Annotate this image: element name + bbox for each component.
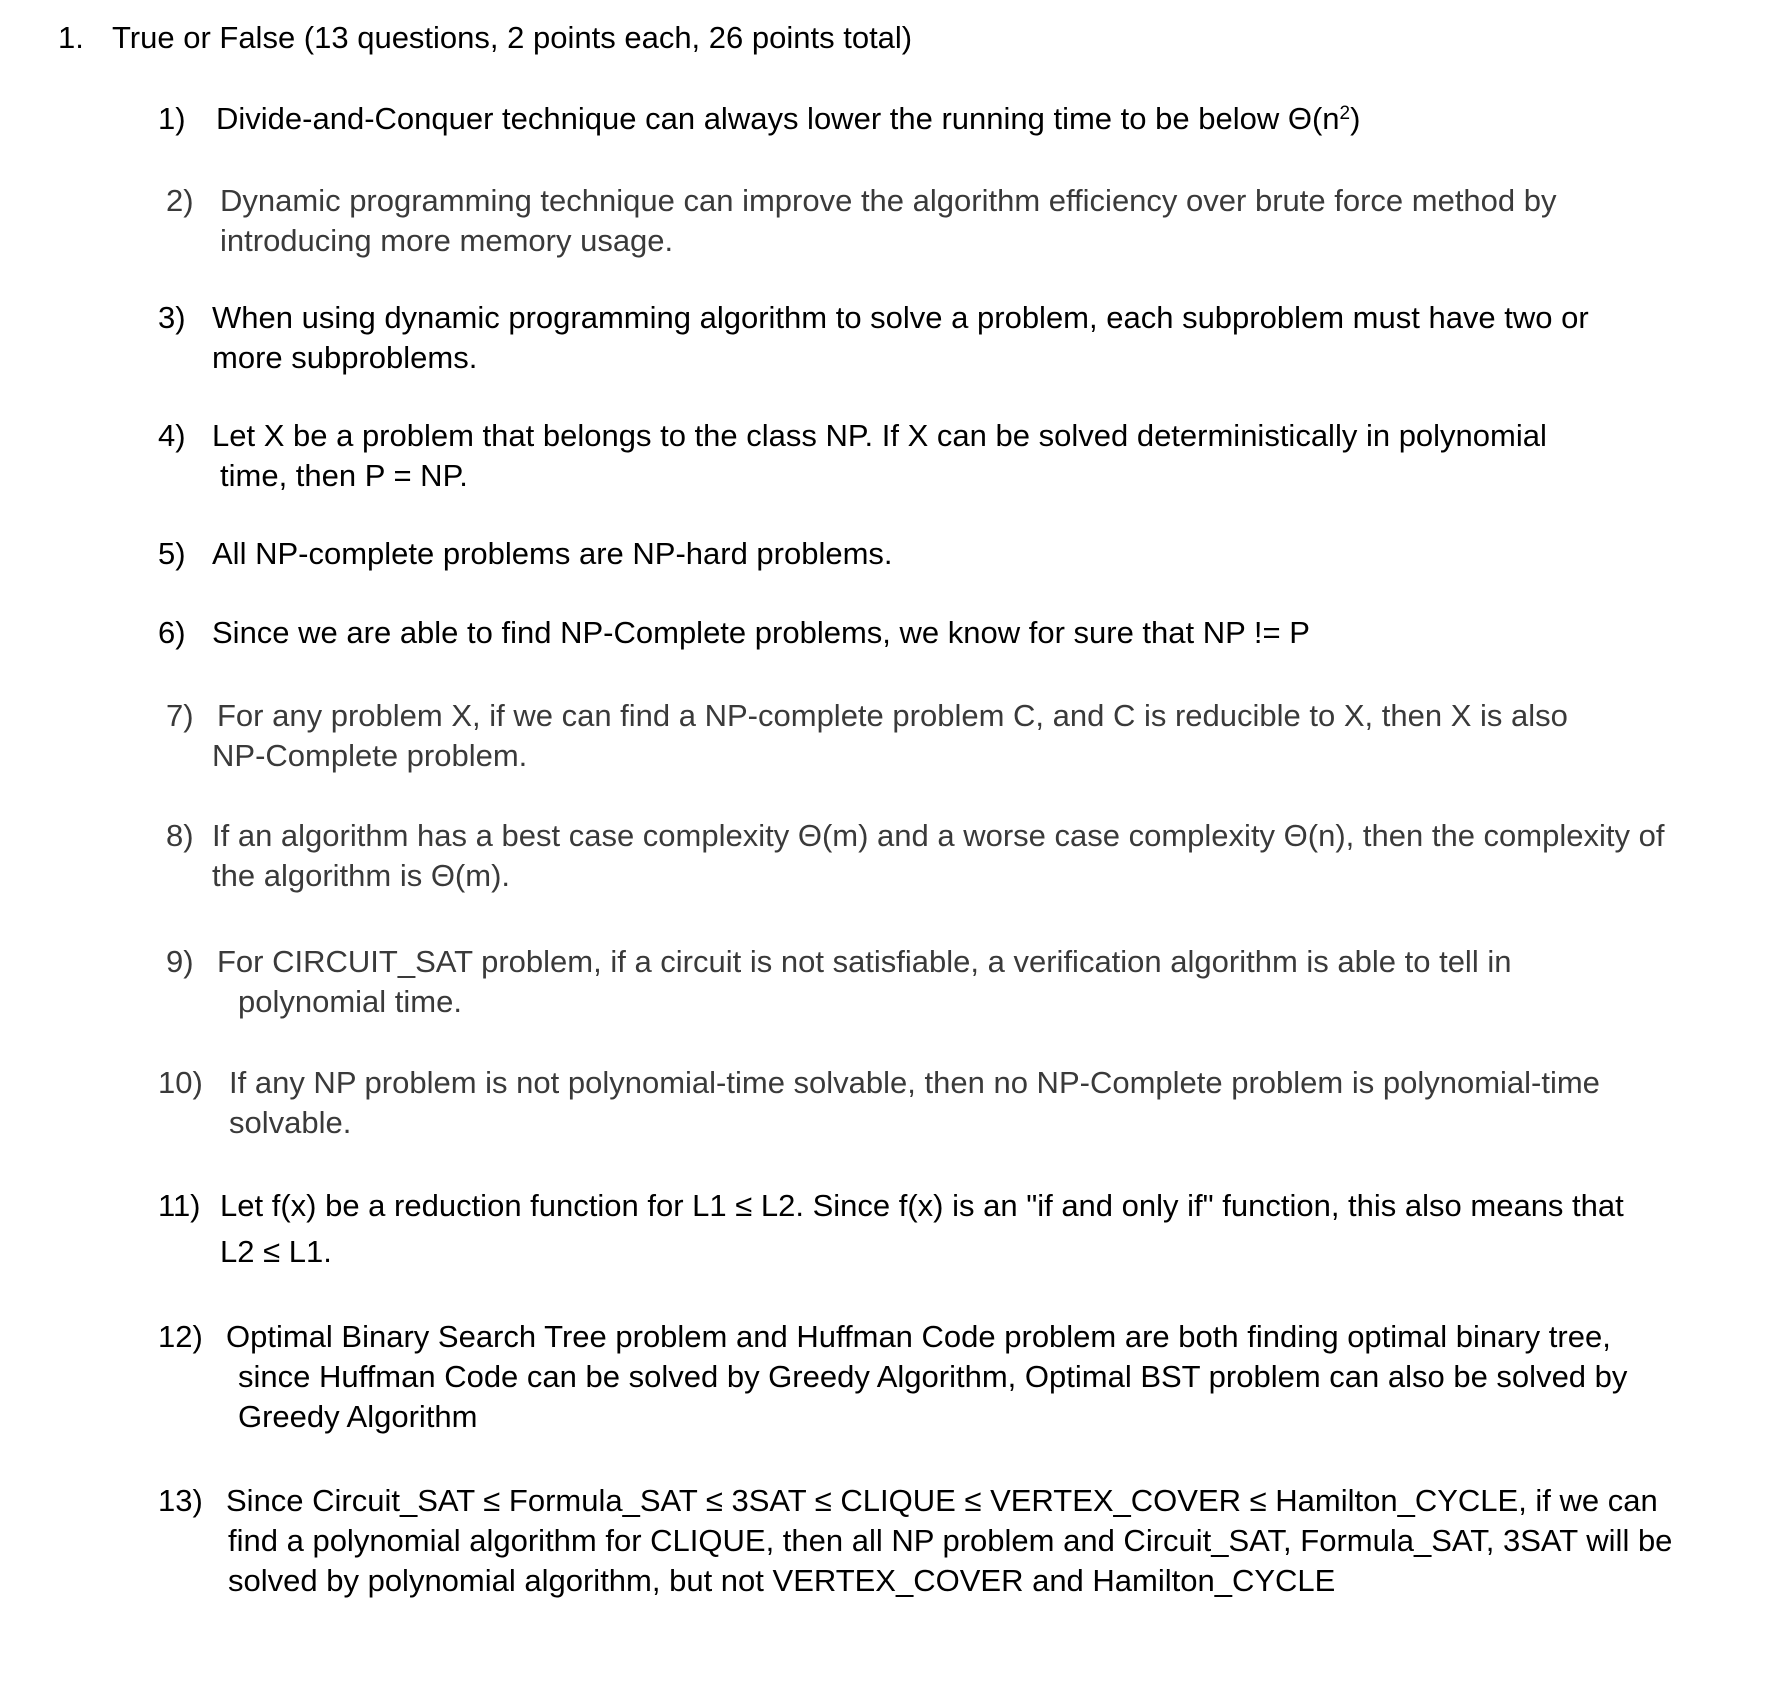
question-text-line: introducing more memory usage.: [220, 223, 674, 258]
question-text-line: L2 ≤ L1.: [220, 1234, 332, 1269]
question-13: [158, 1481, 1672, 1601]
question-10: [158, 1063, 1600, 1143]
question-number: 9): [166, 944, 194, 979]
question-text-line: Dynamic programming technique can improve the algorithm efficiency over brute force method by: [220, 183, 1557, 218]
question-text-line: If any NP problem is not polynomial-time solvable, then no NP-Complete problem is polynomial-time: [229, 1065, 1600, 1100]
question-text-line: When using dynamic programming algorithm to solve a problem, each subproblem must have two or: [212, 300, 1589, 335]
question-text-line: NP-Complete problem.: [212, 738, 528, 773]
question-text-line: the algorithm is Θ(m).: [212, 858, 511, 893]
question-number: 10): [158, 1065, 203, 1100]
question-number: 1): [158, 101, 186, 136]
question-number: 6): [158, 615, 186, 650]
question-text-line: For any problem X, if we can find a NP-complete problem C, and C is reducible to X, then X is also: [217, 698, 1568, 733]
question-text-line: Greedy Algorithm: [238, 1399, 478, 1434]
question-9: [166, 942, 1511, 1022]
exponent: 2: [1339, 103, 1351, 124]
question-text-line: If an algorithm has a best case complexity Θ(m) and a worse case complexity Θ(n), then the complexity of: [212, 818, 1665, 853]
question-2: [166, 181, 1557, 261]
question-text-line: since Huffman Code can be solved by Greedy Algorithm, Optimal BST problem can also be solved by: [238, 1359, 1628, 1394]
section-title: True or False (13 questions, 2 points each, 26 points total): [112, 20, 913, 55]
question-text-line: Let f(x) be a reduction function for L1 ≤ L2. Since f(x) is an "if and only if" function, this also means that: [220, 1188, 1624, 1223]
question-text-line: For CIRCUIT_SAT problem, if a circuit is not satisfiable, a verification algorithm is able to tell in: [217, 944, 1512, 979]
question-6: [158, 613, 1310, 653]
question-7: [166, 696, 1568, 776]
question-1: [158, 99, 1360, 139]
question-5: [158, 534, 893, 574]
section-number: 1.: [58, 20, 84, 55]
question-number: 8): [166, 818, 194, 853]
question-text-line: more subproblems.: [212, 340, 478, 375]
question-number: 3): [158, 300, 186, 335]
question-text-line: All NP-complete problems are NP-hard problems.: [212, 536, 893, 571]
question-text: Divide-and-Conquer technique can always lower the running time to be below $\Theta(n^2)$: [216, 101, 1361, 136]
question-text-line: Optimal Binary Search Tree problem and Huffman Code problem are both finding optimal binary tree,: [226, 1319, 1611, 1354]
question-3: [158, 298, 1589, 378]
question-text-line: solvable.: [229, 1105, 352, 1140]
question-8: [166, 816, 1664, 896]
question-number: 4): [158, 418, 186, 453]
question-4: [158, 416, 1547, 496]
question-number: 7): [166, 698, 194, 733]
question-text-line: solved by polynomial algorithm, but not VERTEX_COVER and Hamilton_CYCLE: [228, 1563, 1336, 1598]
section-heading: [58, 18, 912, 58]
question-text-line: Since Circuit_SAT ≤ Formula_SAT ≤ 3SAT ≤ CLIQUE ≤ VERTEX_COVER ≤ Hamilton_CYCLE, if we can: [226, 1483, 1658, 1518]
question-text-line: Since we are able to find NP-Complete problems, we know for sure that NP != P: [212, 615, 1310, 650]
question-number: 2): [166, 183, 194, 218]
question-11: [158, 1186, 1624, 1272]
question-number: 5): [158, 536, 186, 571]
question-text-line: Let X be a problem that belongs to the class NP. If X can be solved deterministically in polynomial: [212, 418, 1547, 453]
question-12: [158, 1317, 1627, 1437]
question-number: 13): [158, 1483, 203, 1518]
question-number: 12): [158, 1319, 203, 1354]
question-text-line: time, then P = NP.: [220, 458, 468, 493]
question-text-line: polynomial time.: [238, 984, 462, 1019]
question-number: 11): [158, 1188, 201, 1223]
question-text-line: find a polynomial algorithm for CLIQUE, then all NP problem and Circuit_SAT, Formula_SAT, 3SAT will be: [228, 1523, 1673, 1558]
